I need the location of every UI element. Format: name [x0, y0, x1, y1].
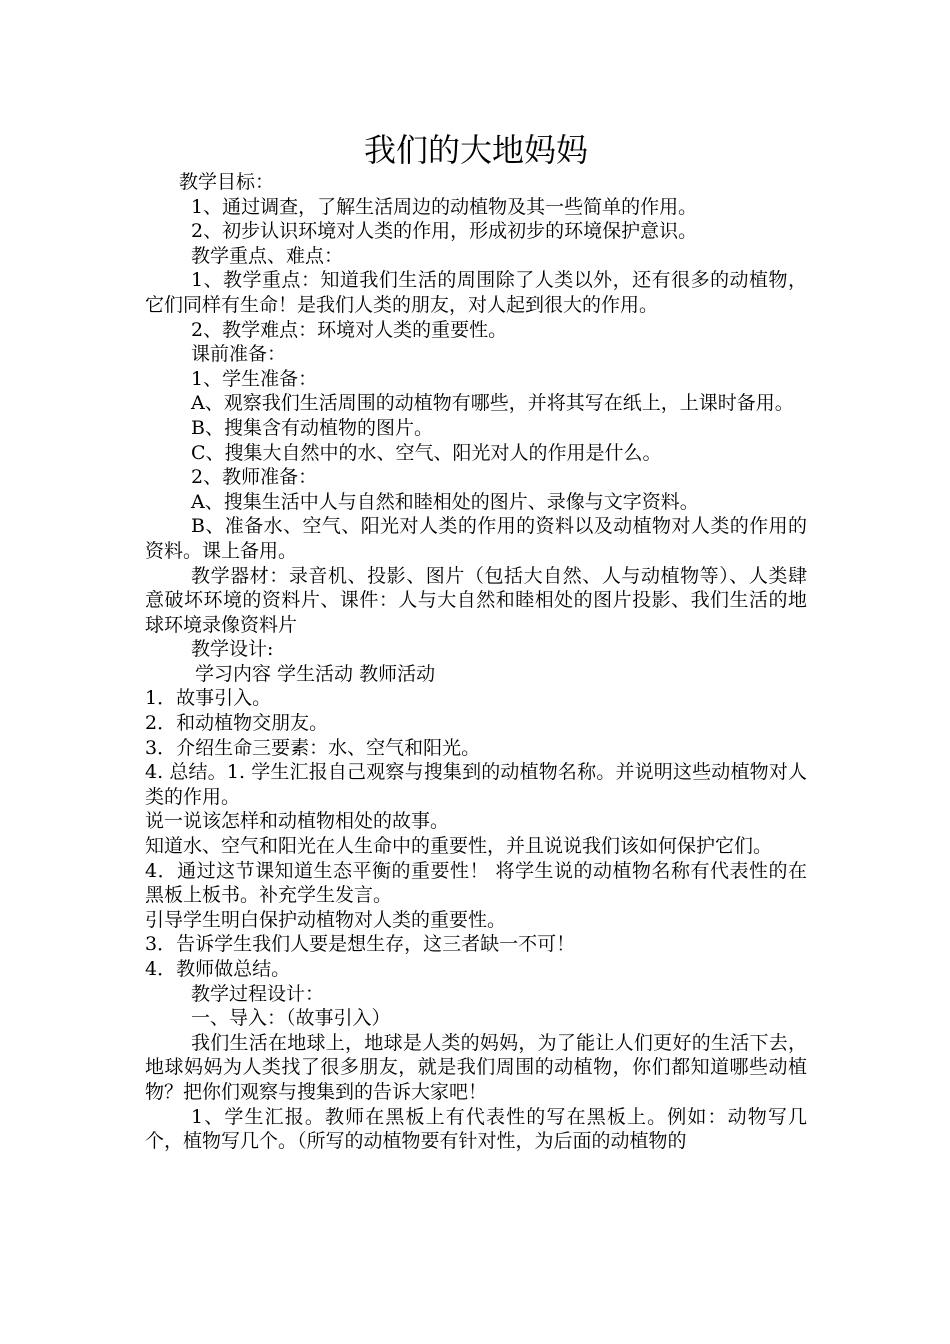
document-body: [145, 170, 807, 1154]
section-heading: 教学过程设计：: [191, 982, 325, 1005]
section-heading: 教学目标：: [179, 171, 275, 193]
paragraph: 1、学生汇报。教师在黑板上有代表性的写在黑板上。例如：动物写几个，植物写几个。（所写的动植物要有针对性，为后面的动植物的: [145, 1105, 807, 1153]
paragraph: 1、通过调查，了解生活周边的动植物及其一些简单的作用。: [191, 195, 698, 218]
paragraph: 1、教学重点：知道我们生活的周围除了人类以外，还有很多的动植物，它们同样有生命！是我们人类的朋友，对人起到很大的作用。: [145, 269, 807, 316]
paragraph: 1、学生准备：: [191, 367, 318, 390]
table-header-text: 学习内容 学生活动 教师活动: [195, 662, 436, 685]
paragraph: 知道水、空气和阳光在人生命中的重要性，并且说说我们该如何保护它们。: [145, 835, 773, 858]
paragraph: B、准备水、空气、阳光对人类的作用的资料以及动植物对人类的作用的资料。课上备用。: [145, 515, 807, 562]
paragraph: 2、教学难点：环境对人类的重要性。: [191, 318, 508, 341]
paragraph: 3．介绍生命三要素：水、空气和阳光。: [145, 736, 481, 759]
paragraph: 教学器材：录音机、投影、图片（包括大自然、人与动植物等）、人类肆意破坏环境的资料片、课件：人与大自然和睦相处的图片投影、我们生活的地球环境录像资料片: [145, 564, 807, 636]
paragraph: 2．和动植物交朋友。: [145, 712, 329, 735]
paragraph: 我们生活在地球上，地球是人类的妈妈，为了能让人们更好的生活下去，地球妈妈为人类找了很多朋友，就是我们周围的动植物，你们都知道哪些动植物？把你们观察与搜集到的告诉大家吧！: [145, 1031, 807, 1103]
paragraph: 3．告诉学生我们人要是想生存，这三者缺一不可！: [145, 933, 576, 956]
paragraph: 2、初步认识环境对人类的作用，形成初步的环境保护意识。: [191, 220, 698, 243]
document-page: [145, 130, 807, 1154]
section-heading: 教学重点、难点：: [191, 244, 344, 267]
paragraph: A、搜集生活中人与自然和睦相处的图片、录像与文字资料。: [191, 490, 699, 513]
section-heading: 课前准备：: [191, 343, 287, 366]
paragraph: B、搜集含有动植物的图片。: [191, 416, 433, 439]
paragraph: 4．通过这节课知道生态平衡的重要性！ 将学生说的动植物名称有代表性的在黑板上板书。补充学生发言。: [145, 859, 807, 907]
paragraph: C、搜集大自然中的水、空气、阳光对人的作用是什么。: [191, 441, 662, 464]
paragraph: 说一说该怎样和动植物相处的故事。: [145, 810, 450, 833]
paragraph: 引导学生明白保护动植物对人类的重要性。: [145, 908, 507, 931]
paragraph: 2、教师准备：: [191, 466, 318, 489]
document-title: 我们的大地妈妈: [363, 131, 588, 169]
paragraph: A、观察我们生活周围的动植物有哪些，并将其写在纸上，上课时备用。: [191, 392, 794, 415]
paragraph: 4. 总结。1. 学生汇报自己观察与搜集到的动植物名称。并说明这些动植物对人类的作用。: [145, 761, 807, 808]
paragraph: 1．故事引入。: [145, 687, 272, 710]
section-heading: 一、导入：（故事引入）: [191, 1007, 391, 1030]
paragraph: 4．教师做总结。: [145, 958, 291, 980]
section-heading: 教学设计:: [191, 638, 274, 661]
